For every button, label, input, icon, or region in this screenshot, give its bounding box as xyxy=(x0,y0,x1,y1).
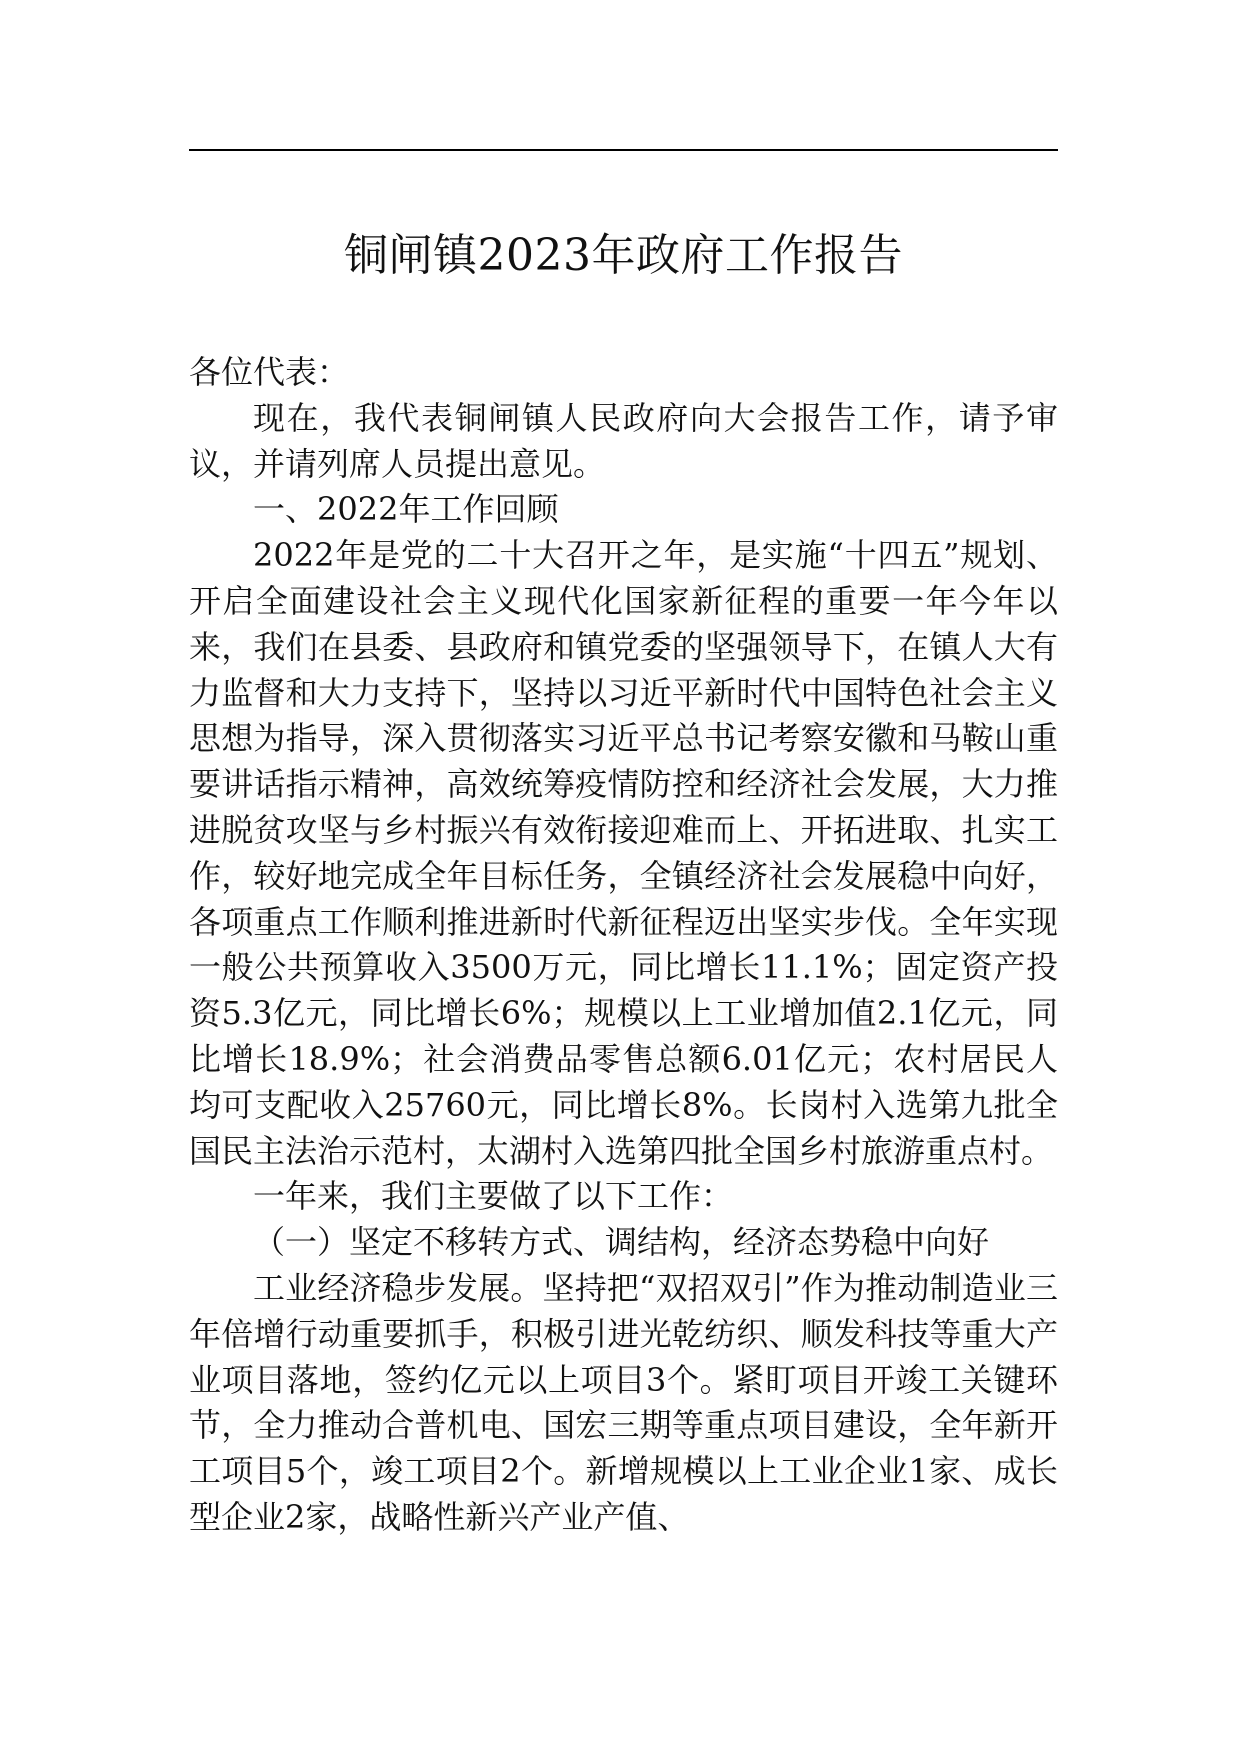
document-body xyxy=(189,350,1058,1541)
header-rule xyxy=(189,149,1058,151)
paragraph-summary-lead: 一年来，我们主要做了以下工作： xyxy=(253,1177,734,1216)
salutation: 各位代表： xyxy=(189,353,350,391)
subsection-heading: （一）坚定不移转方式、调结构，经济态势稳中向好 xyxy=(253,1223,990,1262)
paragraph-intro: 现在，我代表铜闸镇人民政府向大会报告工作，请予审议，并请列席人员提出意见。 xyxy=(189,398,1058,483)
document-title: 铜闸镇2023年政府工作报告 xyxy=(344,230,903,281)
paragraph-review: 2022年是党的二十大召开之年，是实施“十四五”规划、开启全面建设社会主义现代化国家新征程的重要一年今年以来，我们在县委、县政府和镇党委的坚强领导下，在镇人大有力监督和大力支持下，坚持以习近平新时代中国特色社会主义思想为指导，深入贯彻落实习近平总书记考察安徽和马鞍山重要讲话指示精神，高效统筹疫情防控和经济社会发展，大力推进脱贫攻坚与乡村振兴有效衔接迎难而上、开拓进取、扎实工作，较好地完成全年目标任务，全镇经济社会发展稳中向好，各项重点工作顺利推进新时代新征程迈出坚实步伐。全年实现一般公共预算收入3500万元，同比增长11.1%；固定资产投资5.3亿元，同比增长6%；规模以上工业增加值2.1亿元，同比增长18.9%；社会消费品零售总额6.01亿元；农村居民人均可支配收入25760元，同比增长8%。长岗村入选第九批全国民主法治示范村，太湖村入选第四批全国乡村旅游重点村。 xyxy=(189,536,1058,1170)
section-heading: 一、2022年工作回顾 xyxy=(253,490,559,529)
paragraph-industry: 工业经济稳步发展。坚持把“双招双引”作为推动制造业三年倍增行动重要抓手，积极引进光乾纺织、顺发科技等重大产业项目落地，签约亿元以上项目3个。紧盯项目开竣工关键环节，全力推动合普机电、国宏三期等重点项目建设，全年新开工项目5个，竣工项目2个。新增规模以上工业企业1家、成长型企业2家，战略性新兴产业产值、 xyxy=(189,1268,1058,1536)
